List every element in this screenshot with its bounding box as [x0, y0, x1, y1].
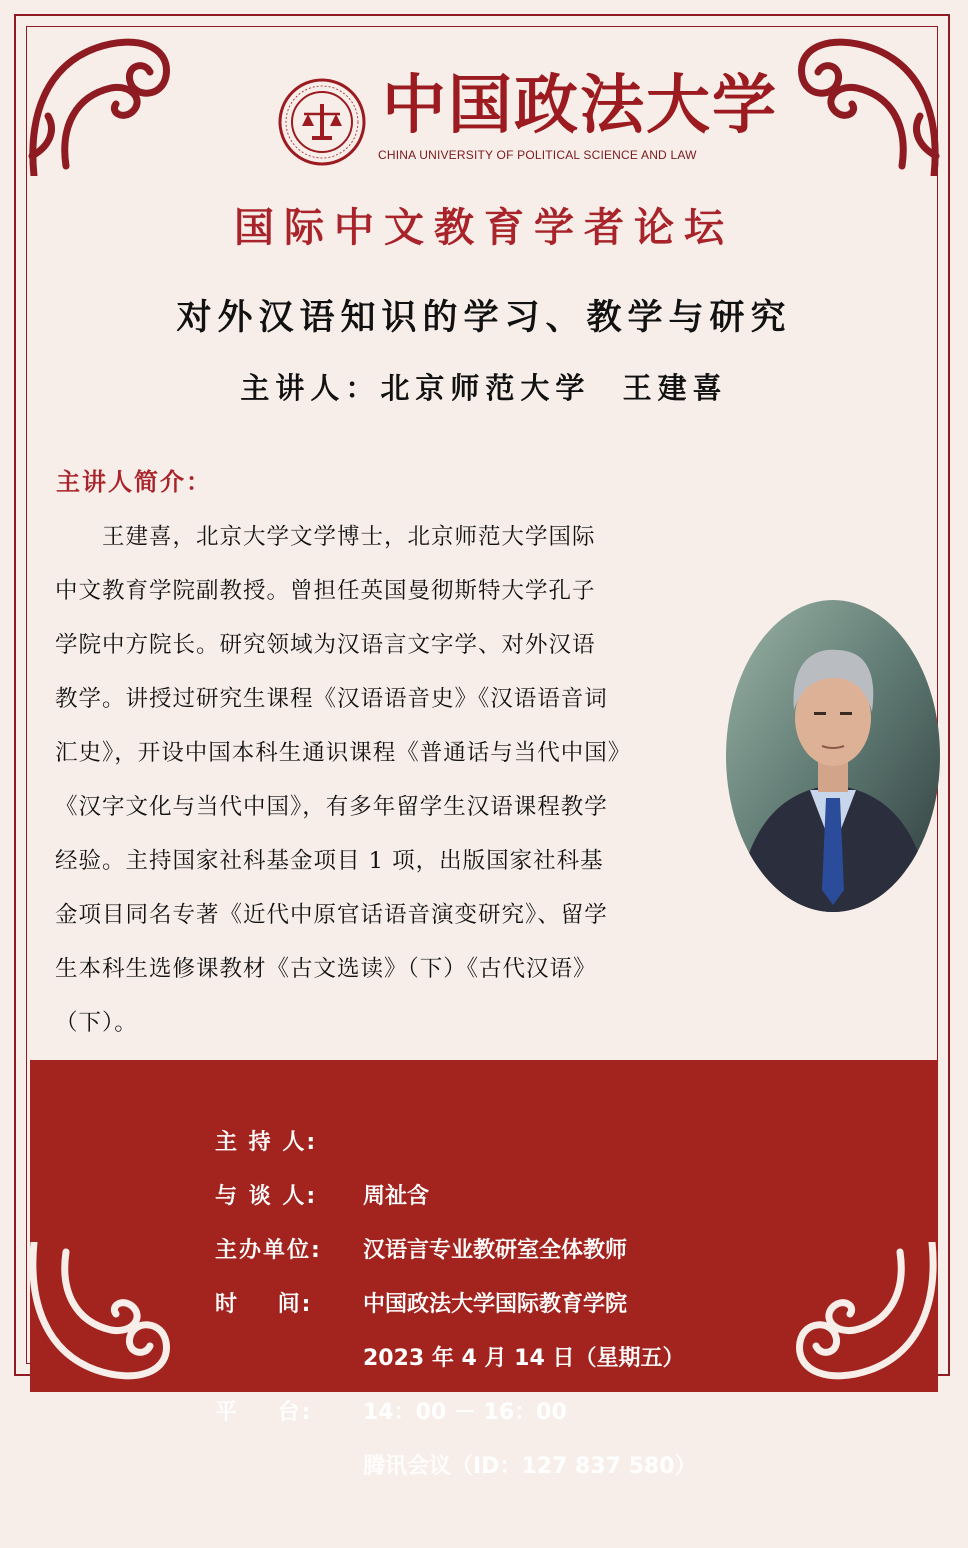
- bio-line: 教学。讲授过研究生课程《汉语语音史》《汉语语音词: [55, 686, 608, 712]
- bio-line: （下）。: [55, 1010, 138, 1036]
- speaker-line: 主讲人：北京师范大学 王建喜: [240, 371, 728, 405]
- university-seal-icon: [278, 78, 366, 166]
- bio-line: 学院中方院长。研究领域为汉语言文字学、对外汉语: [55, 632, 596, 658]
- bio-line: 经验。主持国家社科基金项目 1 项，出版国家社科基: [55, 848, 604, 874]
- bio-line: 金项目同名专著《近代中原官话语音演变研究》、留学: [55, 902, 608, 928]
- info-label: 时 间:: [215, 1292, 313, 1317]
- bio-line: 王建喜，北京大学文学博士，北京师范大学国际: [55, 524, 596, 550]
- corner-flourish-bottom-right: [790, 1242, 940, 1392]
- info-value: 汉语言专业教研室全体教师: [363, 1238, 628, 1263]
- info-label: 平 台:: [215, 1400, 313, 1425]
- info-label: 主 持 人:: [215, 1130, 318, 1155]
- bio-line: 《汉字文化与当代中国》，有多年留学生汉语课程教学: [55, 794, 608, 820]
- info-value: 周祉含: [363, 1184, 430, 1209]
- event-info-panel: [30, 1060, 938, 1479]
- info-value: 2023 年 4 月 14 日（星期五）: [363, 1346, 685, 1371]
- university-name-english: CHINA UNIVERSITY OF POLITICAL SCIENCE AND LAW: [378, 148, 697, 162]
- corner-flourish-top-right: [792, 26, 942, 176]
- info-label: 与 谈 人:: [215, 1184, 318, 1209]
- bio-text: [55, 510, 707, 1050]
- bio-heading: 主讲人简介：: [56, 467, 212, 496]
- corner-flourish-top-left: [26, 26, 176, 176]
- info-label: 主办单位:: [215, 1238, 322, 1263]
- info-value: 腾讯会议（ID：127 837 580）: [363, 1454, 697, 1479]
- forum-title: 国际中文教育学者论坛: [234, 204, 734, 251]
- talk-title: 对外汉语知识的学习、教学与研究: [176, 297, 792, 338]
- corner-flourish-bottom-left: [26, 1242, 176, 1392]
- info-value: 14：00 － 16：00: [363, 1400, 567, 1425]
- bio-line: 生本科生选修课教材《古文选读》（下）《古代汉语》: [55, 956, 597, 982]
- bio-line: 汇史》，开设中国本科生通识课程《普通话与当代中国》: [55, 740, 632, 766]
- info-value: 中国政法大学国际教育学院: [363, 1292, 628, 1317]
- university-name-chinese: 中国政法大学: [382, 68, 778, 143]
- speaker-portrait: [726, 600, 940, 912]
- bio-line: 中文教育学院副教授。曾担任英国曼彻斯特大学孔子: [55, 578, 596, 604]
